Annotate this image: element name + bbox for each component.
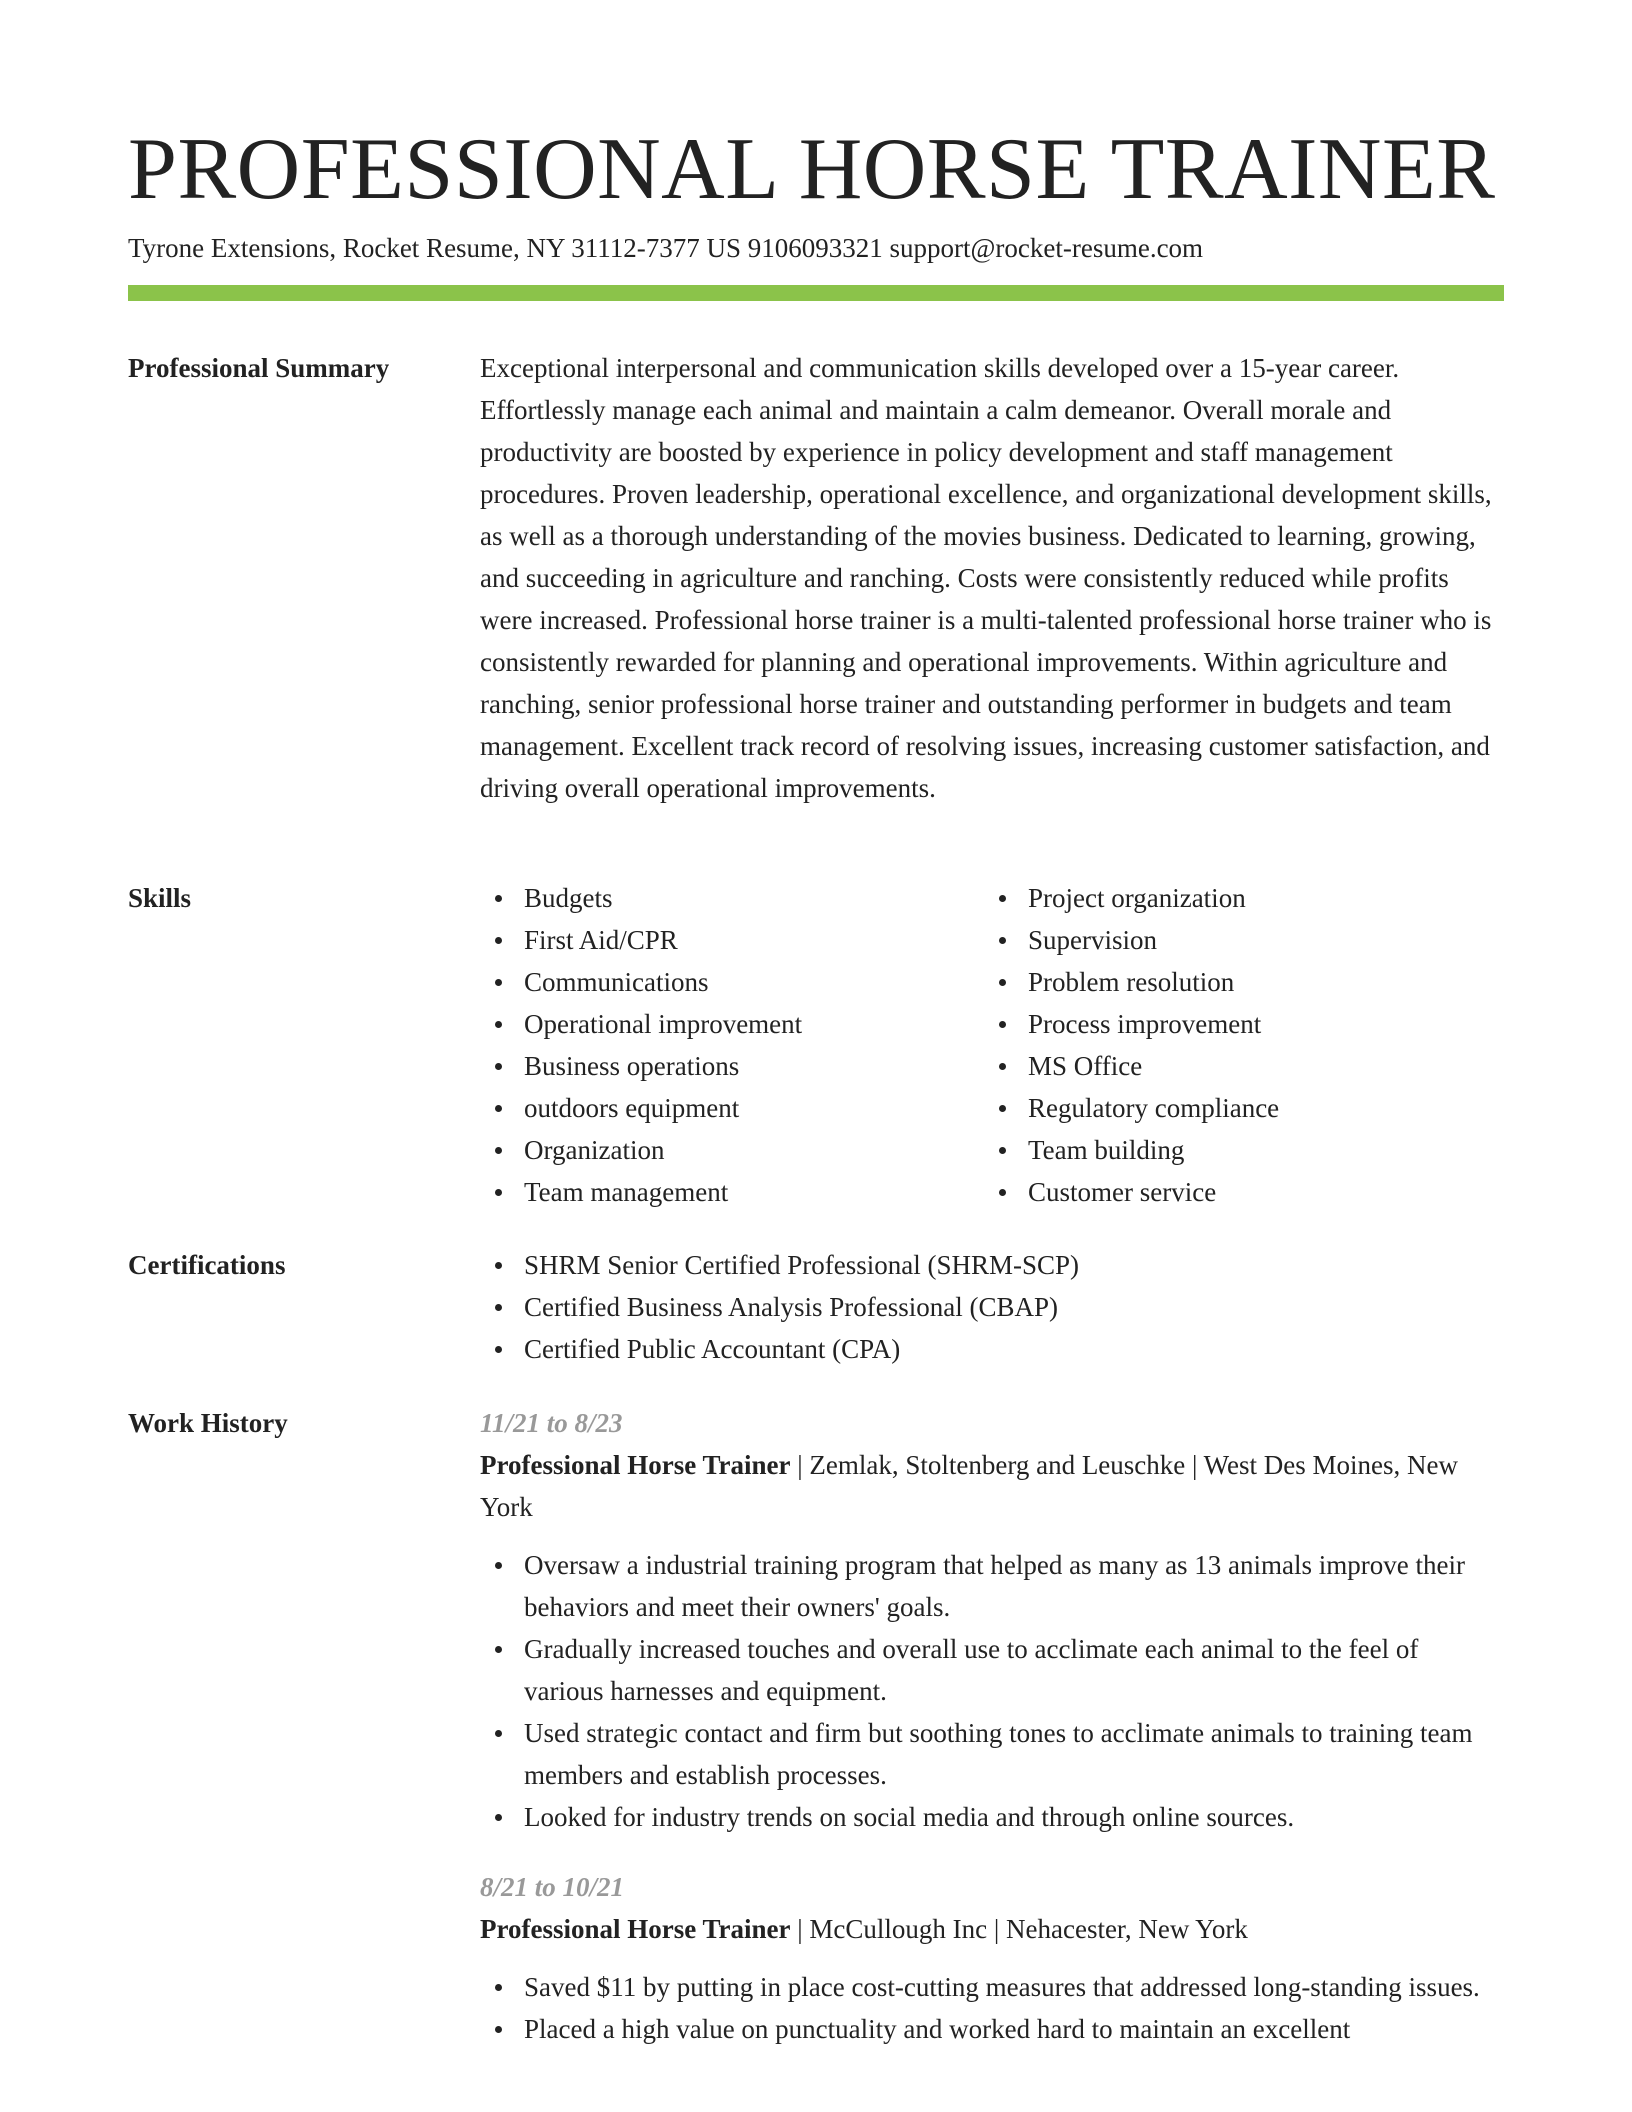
- job-heading: [480, 1444, 1504, 1528]
- certifications-list: [480, 1244, 1504, 1370]
- skill-item: Budgets: [480, 877, 984, 919]
- certifications-heading: Certifications: [128, 1250, 286, 1280]
- skill-item: Problem resolution: [984, 961, 1488, 1003]
- skill-item: MS Office: [984, 1045, 1488, 1087]
- summary-heading: Professional Summary: [128, 353, 390, 383]
- certification-item: Certified Public Accountant (CPA): [480, 1328, 1504, 1370]
- summary-text: Exceptional interpersonal and communication skills developed over a 15-year career. Effortlessly manage each animal and maintain a calm demeanor. Overall morale and productivity are boosted by experience in policy development and staff management procedures. Proven leadership, operational excellence, and organizational development skills, as well as a thorough understanding of the movies business. Dedicated to learning, growing, and succeeding in agriculture and ranching. Costs were consistently reduced while profits were increased. Professional horse trainer is a multi-talented professional horse trainer who is consistently rewarded for planning and operational improvements. Within agriculture and ranching, senior professional horse trainer and outstanding performer in budgets and team management. Excellent track record of resolving issues, increasing customer satisfaction, and driving overall operational improvements.: [480, 353, 1492, 803]
- skill-item: Organization: [480, 1129, 984, 1171]
- skill-item: Business operations: [480, 1045, 984, 1087]
- skills-heading: Skills: [128, 883, 192, 913]
- job-bullet: Used strategic contact and firm but soothing tones to acclimate animals to training team members and establish processes.: [480, 1712, 1504, 1796]
- accent-divider: [128, 285, 1504, 301]
- job-dates: 8/21 to 10/21: [480, 1872, 625, 1902]
- job-employer-location: | Zemlak, Stoltenberg and Leuschke | West Des Moines, New York: [480, 1450, 1458, 1522]
- skill-item: Team building: [984, 1129, 1488, 1171]
- skill-item: outdoors equipment: [480, 1087, 984, 1129]
- job-heading: [480, 1908, 1504, 1950]
- skill-item: Operational improvement: [480, 1003, 984, 1045]
- job-title: Professional Horse Trainer: [480, 1450, 791, 1480]
- job-bullet: Placed a high value on punctuality and worked hard to maintain an excellent: [480, 2008, 1504, 2050]
- job-title: Professional Horse Trainer: [480, 1914, 791, 1944]
- job-bullet: Looked for industry trends on social media and through online sources.: [480, 1796, 1504, 1838]
- skill-item: Customer service: [984, 1171, 1488, 1213]
- candidate-name: PROFESSIONAL HORSE TRAINER: [128, 121, 1496, 218]
- skill-item: First Aid/CPR: [480, 919, 984, 961]
- skill-item: Supervision: [984, 919, 1488, 961]
- job-bullet: Saved $11 by putting in place cost-cutting measures that addressed long-standing issues.: [480, 1966, 1504, 2008]
- skills-list-right: [984, 877, 1488, 1213]
- job-bullets: [480, 1544, 1504, 1838]
- skill-item: Regulatory compliance: [984, 1087, 1488, 1129]
- certification-item: SHRM Senior Certified Professional (SHRM-SCP): [480, 1244, 1504, 1286]
- job-entry: [480, 1402, 1504, 1838]
- job-bullet: Oversaw a industrial training program that helped as many as 13 animals improve their behaviors and meet their owners' goals.: [480, 1544, 1504, 1628]
- skill-item: Process improvement: [984, 1003, 1488, 1045]
- job-entry: [480, 1866, 1504, 2050]
- job-bullets: [480, 1966, 1504, 2050]
- work-history-heading: Work History: [128, 1408, 288, 1438]
- contact-line: Tyrone Extensions, Rocket Resume, NY 31112-7377 US 9106093321 support@rocket-resume.com: [128, 233, 1204, 263]
- skill-item: Communications: [480, 961, 984, 1003]
- skill-item: Team management: [480, 1171, 984, 1213]
- job-dates: 11/21 to 8/23: [480, 1408, 623, 1438]
- skills-list-left: [480, 877, 984, 1213]
- job-employer-location: | McCullough Inc | Nehacester, New York: [790, 1914, 1248, 1944]
- certification-item: Certified Business Analysis Professional (CBAP): [480, 1286, 1504, 1328]
- job-bullet: Gradually increased touches and overall use to acclimate each animal to the feel of various harnesses and equipment.: [480, 1628, 1504, 1712]
- skill-item: Project organization: [984, 877, 1488, 919]
